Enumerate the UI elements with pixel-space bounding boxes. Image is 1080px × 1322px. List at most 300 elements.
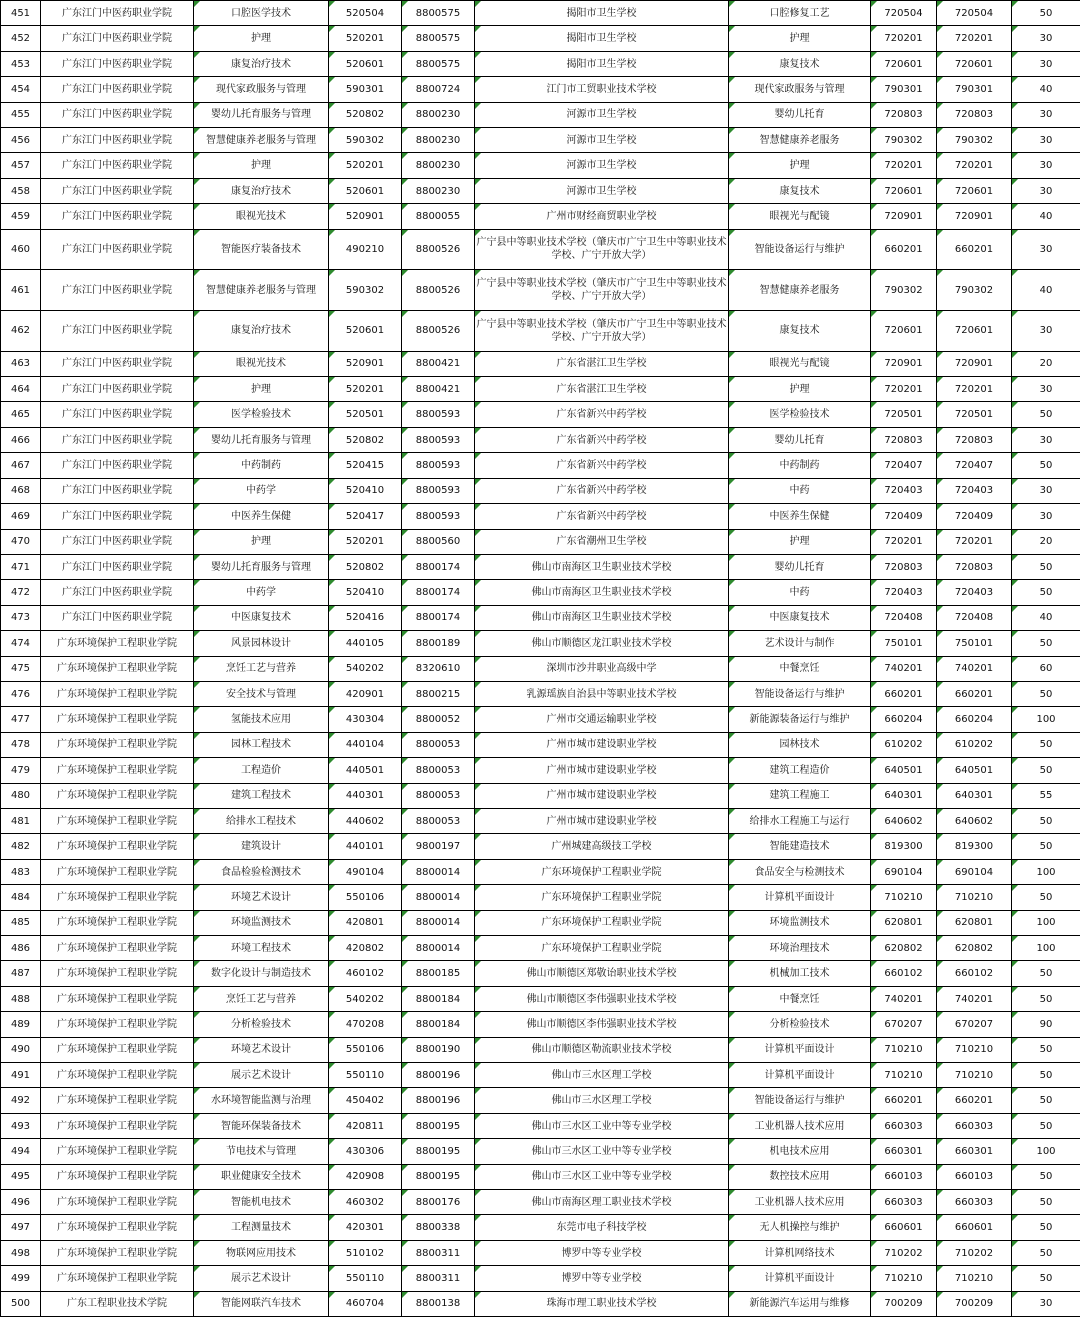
- cell-secondary-major: 眼视光与配镜: [729, 351, 871, 376]
- table-row: [1, 229, 1080, 270]
- cell-secondary-major-code: 750101: [871, 631, 937, 656]
- cell-school-code: 8800196: [402, 1088, 475, 1113]
- cell-secondary-major-code: 720601: [871, 178, 937, 203]
- cell-higher-major-code: 520501: [329, 402, 402, 427]
- cell-major-code-2: 720201: [937, 153, 1012, 178]
- cell-secondary-school: 佛山市三水区理工学校: [475, 1063, 729, 1088]
- cell-school-code: 9800197: [402, 834, 475, 859]
- cell-higher-major: 护理: [194, 153, 329, 178]
- cell-higher-school: 广东环境保护工程职业学院: [41, 1012, 194, 1037]
- cell-major-code-2: 620802: [937, 936, 1012, 961]
- cell-higher-major-code: 420801: [329, 910, 402, 935]
- cell-school-code: 8800575: [402, 1, 475, 26]
- cell-higher-major-code: 520201: [329, 377, 402, 402]
- cell-higher-major: 婴幼儿托育服务与管理: [194, 102, 329, 127]
- cell-secondary-school: 河源市卫生学校: [475, 178, 729, 203]
- cell-higher-major-code: 550110: [329, 1063, 402, 1088]
- cell-higher-major-code: 440104: [329, 732, 402, 757]
- cell-secondary-school: 深圳市沙井职业高级中学: [475, 656, 729, 681]
- cell-major-code-2: 720409: [937, 504, 1012, 529]
- cell-enrollment-plan: 40: [1012, 270, 1080, 311]
- cell-school-code: 8800053: [402, 758, 475, 783]
- cell-row-index: 470: [1, 529, 41, 554]
- cell-enrollment-plan: 100: [1012, 707, 1080, 732]
- table-row: [1, 377, 1080, 402]
- table-row: [1, 427, 1080, 452]
- cell-school-code: 8800421: [402, 351, 475, 376]
- cell-row-index: 454: [1, 77, 41, 102]
- cell-higher-major-code: 420802: [329, 936, 402, 961]
- cell-secondary-school: 广东省新兴中药学校: [475, 402, 729, 427]
- cell-row-index: 476: [1, 681, 41, 706]
- cell-secondary-major-code: 690104: [871, 859, 937, 884]
- cell-secondary-major-code: 720409: [871, 504, 937, 529]
- cell-row-index: 489: [1, 1012, 41, 1037]
- cell-school-code: 8800195: [402, 1139, 475, 1164]
- cell-secondary-major-code: 720408: [871, 605, 937, 630]
- cell-school-code: 8800174: [402, 580, 475, 605]
- table-row: [1, 605, 1080, 630]
- cell-secondary-major-code: 620802: [871, 936, 937, 961]
- cell-higher-major-code: 520201: [329, 26, 402, 51]
- cell-secondary-major-code: 720407: [871, 453, 937, 478]
- cell-higher-school: 广东江门中医药职业学院: [41, 402, 194, 427]
- cell-secondary-major: 建筑工程施工: [729, 783, 871, 808]
- cell-major-code-2: 750101: [937, 631, 1012, 656]
- cell-secondary-school: 佛山市顺德区郑敬诒职业技术学校: [475, 961, 729, 986]
- cell-secondary-major-code: 720201: [871, 377, 937, 402]
- cell-major-code-2: 720803: [937, 102, 1012, 127]
- cell-higher-major-code: 590302: [329, 270, 402, 311]
- cell-higher-major-code: 460302: [329, 1190, 402, 1215]
- cell-secondary-major-code: 710210: [871, 1063, 937, 1088]
- cell-secondary-major-code: 720601: [871, 311, 937, 352]
- cell-row-index: 457: [1, 153, 41, 178]
- cell-secondary-school: 广东省新兴中药学校: [475, 453, 729, 478]
- cell-higher-school: 广东江门中医药职业学院: [41, 77, 194, 102]
- cell-secondary-major-code: 740201: [871, 986, 937, 1011]
- table-row: [1, 1012, 1080, 1037]
- cell-secondary-school: 河源市卫生学校: [475, 128, 729, 153]
- table-row: [1, 51, 1080, 76]
- table-body: [1, 1, 1080, 1317]
- cell-higher-major: 园林工程技术: [194, 732, 329, 757]
- cell-higher-school: 广东环境保护工程职业学院: [41, 1215, 194, 1240]
- cell-secondary-major-code: 720803: [871, 554, 937, 579]
- cell-school-code: 8800189: [402, 631, 475, 656]
- table-row: [1, 808, 1080, 833]
- cell-row-index: 467: [1, 453, 41, 478]
- cell-higher-major: 工程测量技术: [194, 1215, 329, 1240]
- cell-secondary-major: 新能源汽车运用与维修: [729, 1291, 871, 1316]
- cell-higher-major-code: 550106: [329, 1037, 402, 1062]
- cell-major-code-2: 690104: [937, 859, 1012, 884]
- table-row: [1, 1, 1080, 26]
- cell-secondary-school: 广东环境保护工程职业学院: [475, 859, 729, 884]
- cell-enrollment-plan: 50: [1012, 1266, 1080, 1291]
- cell-row-index: 462: [1, 311, 41, 352]
- cell-school-code: 8800196: [402, 1063, 475, 1088]
- table-row: [1, 656, 1080, 681]
- cell-row-index: 469: [1, 504, 41, 529]
- cell-higher-major-code: 430306: [329, 1139, 402, 1164]
- cell-enrollment-plan: 50: [1012, 453, 1080, 478]
- cell-major-code-2: 640602: [937, 808, 1012, 833]
- cell-enrollment-plan: 40: [1012, 204, 1080, 229]
- cell-secondary-school: 广州市交通运输职业学校: [475, 707, 729, 732]
- table-row: [1, 1240, 1080, 1265]
- cell-row-index: 482: [1, 834, 41, 859]
- cell-enrollment-plan: 50: [1012, 580, 1080, 605]
- cell-secondary-major: 数控技术应用: [729, 1164, 871, 1189]
- cell-row-index: 472: [1, 580, 41, 605]
- cell-higher-major: 环境工程技术: [194, 936, 329, 961]
- cell-row-index: 474: [1, 631, 41, 656]
- cell-secondary-major: 智能设备运行与维护: [729, 229, 871, 270]
- table-row: [1, 732, 1080, 757]
- cell-row-index: 458: [1, 178, 41, 203]
- cell-school-code: 8800014: [402, 910, 475, 935]
- cell-secondary-major: 无人机操控与维护: [729, 1215, 871, 1240]
- cell-enrollment-plan: 30: [1012, 128, 1080, 153]
- cell-secondary-school: 广州市城市建设职业学校: [475, 808, 729, 833]
- cell-row-index: 459: [1, 204, 41, 229]
- cell-secondary-major: 中医康复技术: [729, 605, 871, 630]
- cell-school-code: 8800195: [402, 1164, 475, 1189]
- cell-enrollment-plan: 50: [1012, 808, 1080, 833]
- cell-secondary-major: 口腔修复工艺: [729, 1, 871, 26]
- cell-higher-school: 广东环境保护工程职业学院: [41, 1139, 194, 1164]
- cell-row-index: 485: [1, 910, 41, 935]
- cell-secondary-school: 佛山市顺德区李伟强职业技术学校: [475, 1012, 729, 1037]
- cell-school-code: 8800311: [402, 1240, 475, 1265]
- cell-secondary-major: 中药: [729, 580, 871, 605]
- cell-row-index: 475: [1, 656, 41, 681]
- cell-higher-school: 广东江门中医药职业学院: [41, 554, 194, 579]
- cell-secondary-major: 建筑工程造价: [729, 758, 871, 783]
- cell-enrollment-plan: 50: [1012, 1088, 1080, 1113]
- cell-row-index: 481: [1, 808, 41, 833]
- cell-enrollment-plan: 30: [1012, 1291, 1080, 1316]
- cell-secondary-major-code: 720201: [871, 26, 937, 51]
- cell-secondary-major-code: 720601: [871, 51, 937, 76]
- cell-enrollment-plan: 30: [1012, 153, 1080, 178]
- cell-major-code-2: 660201: [937, 229, 1012, 270]
- cell-major-code-2: 610202: [937, 732, 1012, 757]
- cell-secondary-major: 智慧健康养老服务: [729, 270, 871, 311]
- cell-school-code: 8800230: [402, 178, 475, 203]
- cell-higher-major-code: 440101: [329, 834, 402, 859]
- cell-secondary-major-code: 660303: [871, 1113, 937, 1138]
- cell-school-code: 8800560: [402, 529, 475, 554]
- cell-higher-major: 护理: [194, 529, 329, 554]
- cell-secondary-school: 揭阳市卫生学校: [475, 1, 729, 26]
- cell-higher-major: 环境监测技术: [194, 910, 329, 935]
- cell-major-code-2: 710210: [937, 1063, 1012, 1088]
- cell-secondary-major: 机电技术应用: [729, 1139, 871, 1164]
- cell-higher-major-code: 590301: [329, 77, 402, 102]
- cell-school-code: 8800053: [402, 808, 475, 833]
- cell-secondary-major: 计算机平面设计: [729, 885, 871, 910]
- cell-secondary-major: 艺术设计与制作: [729, 631, 871, 656]
- cell-secondary-major: 婴幼儿托育: [729, 427, 871, 452]
- cell-higher-school: 广东环境保护工程职业学院: [41, 1190, 194, 1215]
- cell-higher-major: 数字化设计与制造技术: [194, 961, 329, 986]
- cell-higher-major-code: 520601: [329, 51, 402, 76]
- cell-higher-major-code: 520802: [329, 102, 402, 127]
- cell-higher-major-code: 520417: [329, 504, 402, 529]
- cell-row-index: 498: [1, 1240, 41, 1265]
- cell-secondary-major-code: 660103: [871, 1164, 937, 1189]
- cell-higher-major: 建筑工程技术: [194, 783, 329, 808]
- cell-secondary-school: 博罗中等专业学校: [475, 1266, 729, 1291]
- cell-row-index: 484: [1, 885, 41, 910]
- cell-major-code-2: 740201: [937, 986, 1012, 1011]
- cell-secondary-school: 广东环境保护工程职业学院: [475, 910, 729, 935]
- cell-secondary-major-code: 740201: [871, 656, 937, 681]
- cell-secondary-major-code: 620801: [871, 910, 937, 935]
- cell-secondary-major-code: 710210: [871, 1037, 937, 1062]
- cell-secondary-school: 广东省新兴中药学校: [475, 427, 729, 452]
- cell-higher-school: 广东工程职业技术学院: [41, 1291, 194, 1316]
- cell-school-code: 8800138: [402, 1291, 475, 1316]
- cell-higher-school: 广东江门中医药职业学院: [41, 51, 194, 76]
- cell-secondary-school: 珠海市理工职业技术学校: [475, 1291, 729, 1316]
- table-row: [1, 961, 1080, 986]
- cell-secondary-major-code: 660201: [871, 229, 937, 270]
- cell-row-index: 495: [1, 1164, 41, 1189]
- cell-secondary-school: 佛山市南海区卫生职业技术学校: [475, 554, 729, 579]
- cell-higher-major: 风景园林设计: [194, 631, 329, 656]
- cell-secondary-school: 佛山市三水区工业中等专业学校: [475, 1139, 729, 1164]
- cell-enrollment-plan: 50: [1012, 1113, 1080, 1138]
- cell-higher-major-code: 550110: [329, 1266, 402, 1291]
- table-row: [1, 1113, 1080, 1138]
- cell-secondary-school: 东莞市电子科技学校: [475, 1215, 729, 1240]
- cell-major-code-2: 720403: [937, 580, 1012, 605]
- cell-higher-major-code: 550106: [329, 885, 402, 910]
- cell-higher-major-code: 540202: [329, 986, 402, 1011]
- cell-enrollment-plan: 30: [1012, 229, 1080, 270]
- cell-enrollment-plan: 50: [1012, 1164, 1080, 1189]
- cell-major-code-2: 819300: [937, 834, 1012, 859]
- cell-major-code-2: 660601: [937, 1215, 1012, 1240]
- cell-row-index: 455: [1, 102, 41, 127]
- cell-school-code: 8800190: [402, 1037, 475, 1062]
- cell-higher-major: 康复治疗技术: [194, 178, 329, 203]
- table-row: [1, 1164, 1080, 1189]
- cell-enrollment-plan: 60: [1012, 656, 1080, 681]
- table-row: [1, 529, 1080, 554]
- cell-higher-major: 氢能技术应用: [194, 707, 329, 732]
- cell-row-index: 491: [1, 1063, 41, 1088]
- table-row: [1, 504, 1080, 529]
- cell-secondary-major-code: 610202: [871, 732, 937, 757]
- cell-school-code: 8800230: [402, 153, 475, 178]
- cell-major-code-2: 710210: [937, 1037, 1012, 1062]
- cell-row-index: 483: [1, 859, 41, 884]
- cell-secondary-major: 园林技术: [729, 732, 871, 757]
- cell-major-code-2: 660201: [937, 681, 1012, 706]
- cell-secondary-major: 康复技术: [729, 51, 871, 76]
- table-row: [1, 681, 1080, 706]
- cell-row-index: 464: [1, 377, 41, 402]
- cell-higher-major-code: 520504: [329, 1, 402, 26]
- cell-higher-school: 广东江门中医药职业学院: [41, 204, 194, 229]
- cell-higher-major-code: 520201: [329, 153, 402, 178]
- cell-higher-school: 广东江门中医药职业学院: [41, 529, 194, 554]
- cell-higher-major-code: 520601: [329, 178, 402, 203]
- cell-secondary-major-code: 660204: [871, 707, 937, 732]
- cell-higher-major: 展示艺术设计: [194, 1266, 329, 1291]
- table-row: [1, 910, 1080, 935]
- cell-higher-school: 广东环境保护工程职业学院: [41, 758, 194, 783]
- cell-higher-school: 广东环境保护工程职业学院: [41, 732, 194, 757]
- cell-secondary-major: 计算机平面设计: [729, 1266, 871, 1291]
- cell-higher-major: 职业健康安全技术: [194, 1164, 329, 1189]
- cell-secondary-major: 眼视光与配镜: [729, 204, 871, 229]
- table-row: [1, 478, 1080, 503]
- cell-higher-major: 给排水工程技术: [194, 808, 329, 833]
- cell-secondary-major: 现代家政服务与管理: [729, 77, 871, 102]
- cell-enrollment-plan: 55: [1012, 783, 1080, 808]
- cell-secondary-major-code: 720803: [871, 102, 937, 127]
- cell-higher-school: 广东江门中医药职业学院: [41, 478, 194, 503]
- cell-major-code-2: 620801: [937, 910, 1012, 935]
- cell-enrollment-plan: 100: [1012, 910, 1080, 935]
- cell-row-index: 461: [1, 270, 41, 311]
- cell-major-code-2: 710202: [937, 1240, 1012, 1265]
- table-row: [1, 936, 1080, 961]
- cell-higher-school: 广东江门中医药职业学院: [41, 270, 194, 311]
- cell-higher-major: 环境艺术设计: [194, 1037, 329, 1062]
- cell-higher-major: 婴幼儿托育服务与管理: [194, 427, 329, 452]
- cell-higher-school: 广东环境保护工程职业学院: [41, 681, 194, 706]
- table-row: [1, 885, 1080, 910]
- cell-secondary-school: 河源市卫生学校: [475, 102, 729, 127]
- cell-higher-major-code: 430304: [329, 707, 402, 732]
- cell-row-index: 463: [1, 351, 41, 376]
- cell-higher-school: 广东环境保护工程职业学院: [41, 1113, 194, 1138]
- cell-school-code: 8800593: [402, 402, 475, 427]
- cell-higher-major-code: 420811: [329, 1113, 402, 1138]
- cell-secondary-school: 佛山市三水区工业中等专业学校: [475, 1164, 729, 1189]
- cell-enrollment-plan: 50: [1012, 402, 1080, 427]
- cell-secondary-school: 广州城建高级技工学校: [475, 834, 729, 859]
- cell-higher-major: 烹饪工艺与营养: [194, 986, 329, 1011]
- cell-major-code-2: 640301: [937, 783, 1012, 808]
- table-row: [1, 204, 1080, 229]
- cell-higher-school: 广东环境保护工程职业学院: [41, 885, 194, 910]
- cell-major-code-2: 720201: [937, 377, 1012, 402]
- cell-school-code: 8800593: [402, 478, 475, 503]
- cell-secondary-major-code: 640301: [871, 783, 937, 808]
- cell-major-code-2: 710210: [937, 1266, 1012, 1291]
- table-row: [1, 1291, 1080, 1316]
- cell-secondary-major-code: 660303: [871, 1190, 937, 1215]
- cell-higher-major-code: 450402: [329, 1088, 402, 1113]
- cell-higher-school: 广东江门中医药职业学院: [41, 605, 194, 630]
- cell-secondary-major: 食品安全与检测技术: [729, 859, 871, 884]
- cell-secondary-major-code: 710210: [871, 1266, 937, 1291]
- cell-higher-major-code: 490210: [329, 229, 402, 270]
- cell-higher-school: 广东环境保护工程职业学院: [41, 986, 194, 1011]
- cell-secondary-major: 智能设备运行与维护: [729, 681, 871, 706]
- cell-row-index: 456: [1, 128, 41, 153]
- cell-secondary-major-code: 720201: [871, 529, 937, 554]
- cell-school-code: 8800230: [402, 102, 475, 127]
- cell-secondary-major: 护理: [729, 26, 871, 51]
- table-row: [1, 1037, 1080, 1062]
- cell-row-index: 494: [1, 1139, 41, 1164]
- cell-secondary-school: 揭阳市卫生学校: [475, 26, 729, 51]
- cell-higher-school: 广东环境保护工程职业学院: [41, 1240, 194, 1265]
- cell-school-code: 8800724: [402, 77, 475, 102]
- cell-enrollment-plan: 30: [1012, 504, 1080, 529]
- cell-secondary-major: 婴幼儿托育: [729, 554, 871, 579]
- cell-higher-major-code: 440301: [329, 783, 402, 808]
- cell-major-code-2: 720601: [937, 311, 1012, 352]
- cell-enrollment-plan: 40: [1012, 77, 1080, 102]
- table-row: [1, 631, 1080, 656]
- cell-school-code: 8800174: [402, 605, 475, 630]
- table-row: [1, 102, 1080, 127]
- cell-higher-major-code: 520415: [329, 453, 402, 478]
- cell-major-code-2: 660301: [937, 1139, 1012, 1164]
- cell-secondary-major: 中医养生保健: [729, 504, 871, 529]
- cell-higher-major: 智能环保装备技术: [194, 1113, 329, 1138]
- cell-enrollment-plan: 50: [1012, 1190, 1080, 1215]
- cell-secondary-major-code: 720803: [871, 427, 937, 452]
- cell-school-code: 8800053: [402, 783, 475, 808]
- cell-enrollment-plan: 50: [1012, 554, 1080, 579]
- cell-secondary-school: 广东省新兴中药学校: [475, 478, 729, 503]
- cell-higher-major: 建筑设计: [194, 834, 329, 859]
- table-row: [1, 178, 1080, 203]
- table-row: [1, 580, 1080, 605]
- cell-enrollment-plan: 30: [1012, 377, 1080, 402]
- cell-secondary-major-code: 660201: [871, 1088, 937, 1113]
- cell-higher-major: 眼视光技术: [194, 204, 329, 229]
- cell-higher-school: 广东环境保护工程职业学院: [41, 961, 194, 986]
- cell-higher-major: 物联网应用技术: [194, 1240, 329, 1265]
- table-row: [1, 554, 1080, 579]
- cell-secondary-major: 中药制药: [729, 453, 871, 478]
- cell-higher-major-code: 490104: [329, 859, 402, 884]
- cell-secondary-major-code: 720901: [871, 204, 937, 229]
- cell-higher-school: 广东江门中医药职业学院: [41, 153, 194, 178]
- cell-secondary-major-code: 720501: [871, 402, 937, 427]
- cell-secondary-school: 广州市城市建设职业学校: [475, 732, 729, 757]
- cell-secondary-school: 广东省湛江卫生学校: [475, 351, 729, 376]
- cell-secondary-school: 广宁县中等职业技术学校（肇庆市广宁卫生中等职业技术学校、广宁开放大学）: [475, 311, 729, 352]
- cell-higher-major-code: 440501: [329, 758, 402, 783]
- cell-major-code-2: 720901: [937, 351, 1012, 376]
- cell-row-index: 471: [1, 554, 41, 579]
- cell-secondary-school: 佛山市南海区卫生职业技术学校: [475, 580, 729, 605]
- cell-major-code-2: 720407: [937, 453, 1012, 478]
- cell-secondary-school: 佛山市顺德区龙江职业技术学校: [475, 631, 729, 656]
- cell-secondary-school: 广州市财经商贸职业学校: [475, 204, 729, 229]
- cell-enrollment-plan: 100: [1012, 859, 1080, 884]
- cell-enrollment-plan: 50: [1012, 986, 1080, 1011]
- cell-higher-major: 工程造价: [194, 758, 329, 783]
- cell-major-code-2: 670207: [937, 1012, 1012, 1037]
- cell-major-code-2: 720803: [937, 427, 1012, 452]
- cell-higher-major: 中药学: [194, 478, 329, 503]
- cell-secondary-school: 广州市城市建设职业学校: [475, 783, 729, 808]
- cell-higher-school: 广东环境保护工程职业学院: [41, 1063, 194, 1088]
